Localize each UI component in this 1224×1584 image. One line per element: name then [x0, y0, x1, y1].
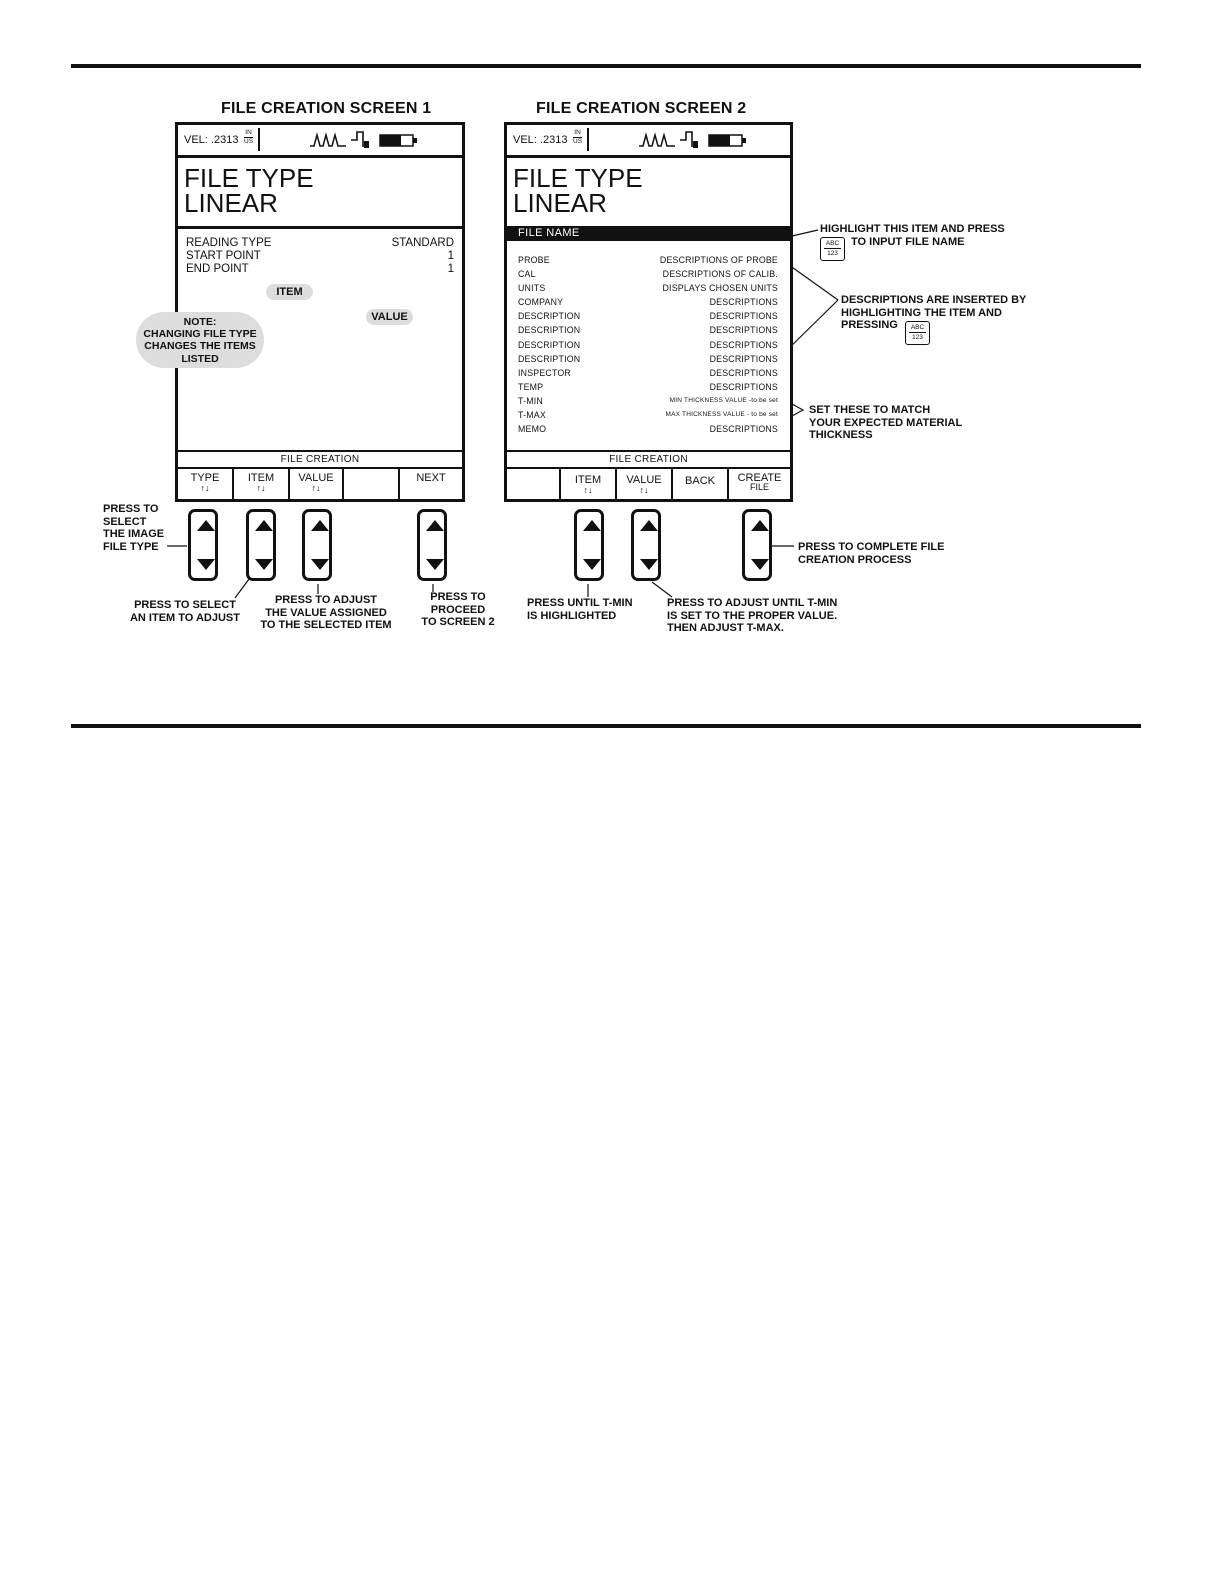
softkey-value[interactable]: VALUE ↑↓: [290, 467, 344, 499]
screen1-title: FILE CREATION SCREEN 1: [221, 100, 432, 117]
thickness-callout: SET THESE TO MATCH YOUR EXPECTED MATERIAL THICKNESS: [809, 404, 963, 441]
status-divider: [258, 128, 260, 151]
softkey-next[interactable]: NEXT: [416, 472, 446, 484]
up-arrow-icon: [197, 520, 215, 531]
list-item[interactable]: MEMO DESCRIPTIONS: [518, 424, 778, 435]
list-item[interactable]: DESCRIPTION DESCRIPTIONS: [518, 353, 778, 364]
up-arrow-icon: [255, 520, 273, 531]
status-bar: [507, 125, 790, 158]
pulse-icon: [350, 130, 372, 150]
battery-icon: [379, 134, 419, 148]
list-item[interactable]: PROBE DESCRIPTIONS OF PROBE: [518, 255, 778, 265]
highlighted-item-file-name[interactable]: FILE NAME: [507, 226, 790, 241]
down-arrow-icon: [197, 559, 215, 570]
list-item[interactable]: CAL DESCRIPTIONS OF CALIB.: [518, 269, 778, 280]
battery-icon: [708, 134, 748, 148]
up-arrow-icon: [311, 520, 329, 531]
softkey-create-file[interactable]: CREATE FILE: [737, 472, 782, 492]
footer-label: FILE CREATION: [178, 450, 462, 469]
hardware-key-item[interactable]: [246, 509, 276, 581]
hardware-key-type[interactable]: [188, 509, 218, 581]
list-item[interactable]: DESCRIPTION DESCRIPTIONS: [518, 339, 778, 350]
hardware-key-value[interactable]: [302, 509, 332, 581]
hardware-key-create-file[interactable]: [742, 509, 772, 581]
file-type-value: LINEAR: [513, 188, 607, 218]
hardware-key-item-2[interactable]: [574, 509, 604, 581]
softkey-row: [507, 467, 790, 499]
value-bubble: VALUE: [366, 309, 413, 325]
item-bubble: ITEM: [266, 284, 313, 300]
up-arrow-icon: [426, 520, 444, 531]
note-bubble: NOTE: CHANGING FILE TYPE CHANGES THE ITEMS LISTED: [136, 312, 264, 368]
velocity-readout: VEL: .2313: [513, 134, 568, 146]
screen2: [504, 122, 793, 502]
item-list: [518, 253, 778, 436]
file-type-label: FILE TYPE: [513, 163, 643, 193]
softkey-item[interactable]: ITEM ↑↓: [561, 467, 617, 499]
list-item[interactable]: TEMP DESCRIPTIONS: [518, 381, 778, 392]
down-arrow-icon: [426, 559, 444, 570]
status-bar: [178, 125, 462, 158]
softkey-item[interactable]: ITEM ↑↓: [234, 467, 290, 499]
softkey-blank[interactable]: [344, 467, 400, 499]
list-item[interactable]: COMPANY DESCRIPTIONS: [518, 297, 778, 308]
waveform-icon: [308, 132, 348, 148]
callout-complete: PRESS TO COMPLETE FILE CREATION PROCESS: [798, 541, 945, 566]
softkey-type[interactable]: TYPE ↑↓: [178, 467, 234, 499]
down-arrow-icon: [311, 559, 329, 570]
softkey-back[interactable]: BACK: [673, 467, 729, 499]
list-item-tmax[interactable]: T-MAX MAX THICKNESS VALUE - to be set: [518, 410, 778, 421]
file-type-label: FILE TYPE: [184, 163, 314, 193]
softkey-value[interactable]: VALUE ↑↓: [617, 467, 673, 499]
list-item[interactable]: START POINT 1: [186, 250, 454, 262]
list-item-tmin[interactable]: T-MIN MIN THICKNESS VALUE -to be set: [518, 395, 778, 406]
abc-123-key-icon: ABC 123: [820, 237, 845, 261]
item-list: [186, 237, 454, 276]
abc-123-key-icon: ABC 123: [905, 321, 930, 345]
status-divider: [587, 128, 589, 151]
callout-proceed: PRESS TO PROCEED TO SCREEN 2: [421, 591, 495, 628]
hardware-key-value-2[interactable]: [631, 509, 661, 581]
up-arrow-icon: [583, 520, 601, 531]
list-item[interactable]: DESCRIPTION DESCRIPTIONS: [518, 311, 778, 322]
down-arrow-icon: [583, 559, 601, 570]
down-arrow-icon: [640, 559, 658, 570]
list-item[interactable]: END POINT 1: [186, 263, 454, 275]
softkey-blank[interactable]: [507, 467, 561, 499]
callout-until-tmin: PRESS UNTIL T-MIN IS HIGHLIGHTED: [527, 597, 633, 622]
softkey-row: [178, 467, 462, 499]
file-type-value: LINEAR: [184, 188, 278, 218]
up-arrow-icon: [751, 520, 769, 531]
velocity-readout: VEL: .2313: [184, 134, 239, 146]
callout-adjust-tmin: PRESS TO ADJUST UNTIL T-MIN IS SET TO THE PROPER VALUE. THEN ADJUST T-MAX.: [667, 597, 838, 634]
down-arrow-icon: [255, 559, 273, 570]
waveform-icon: [637, 132, 677, 148]
list-item[interactable]: INSPECTOR DESCRIPTIONS: [518, 367, 778, 378]
list-item[interactable]: READING TYPE STANDARD: [186, 237, 454, 249]
footer-label: FILE CREATION: [507, 450, 790, 469]
units-fraction: $\frac{IN}{US}$: [573, 129, 583, 145]
file-type-display: [178, 158, 462, 229]
down-arrow-icon: [751, 559, 769, 570]
screen2-title: FILE CREATION SCREEN 2: [536, 100, 747, 117]
callout-adjust-value: PRESS TO ADJUST THE VALUE ASSIGNED TO THE SELECTED ITEM: [260, 594, 392, 631]
units-fraction: $\frac{IN}{US}$: [244, 129, 254, 145]
callout-select-item: PRESS TO SELECT AN ITEM TO ADJUST: [129, 599, 240, 624]
list-item[interactable]: DESCRIPTION DESCRIPTIONS: [518, 325, 778, 336]
pulse-icon: [679, 130, 701, 150]
file-type-display: [507, 158, 790, 229]
hardware-key-next[interactable]: [417, 509, 447, 581]
callout-select-image-type: PRESS TO SELECT THE IMAGE FILE TYPE: [103, 503, 165, 553]
descriptions-callout: DESCRIPTIONS ARE INSERTED BY HIGHLIGHTING THE ITEM AND PRESSING: [841, 294, 1027, 331]
up-arrow-icon: [640, 520, 658, 531]
highlight-callout: HIGHLIGHT THIS ITEM AND PRESS TO INPUT FILE NAME: [820, 223, 1005, 248]
list-item[interactable]: UNITS DISPLAYS CHOSEN UNITS: [518, 283, 778, 294]
